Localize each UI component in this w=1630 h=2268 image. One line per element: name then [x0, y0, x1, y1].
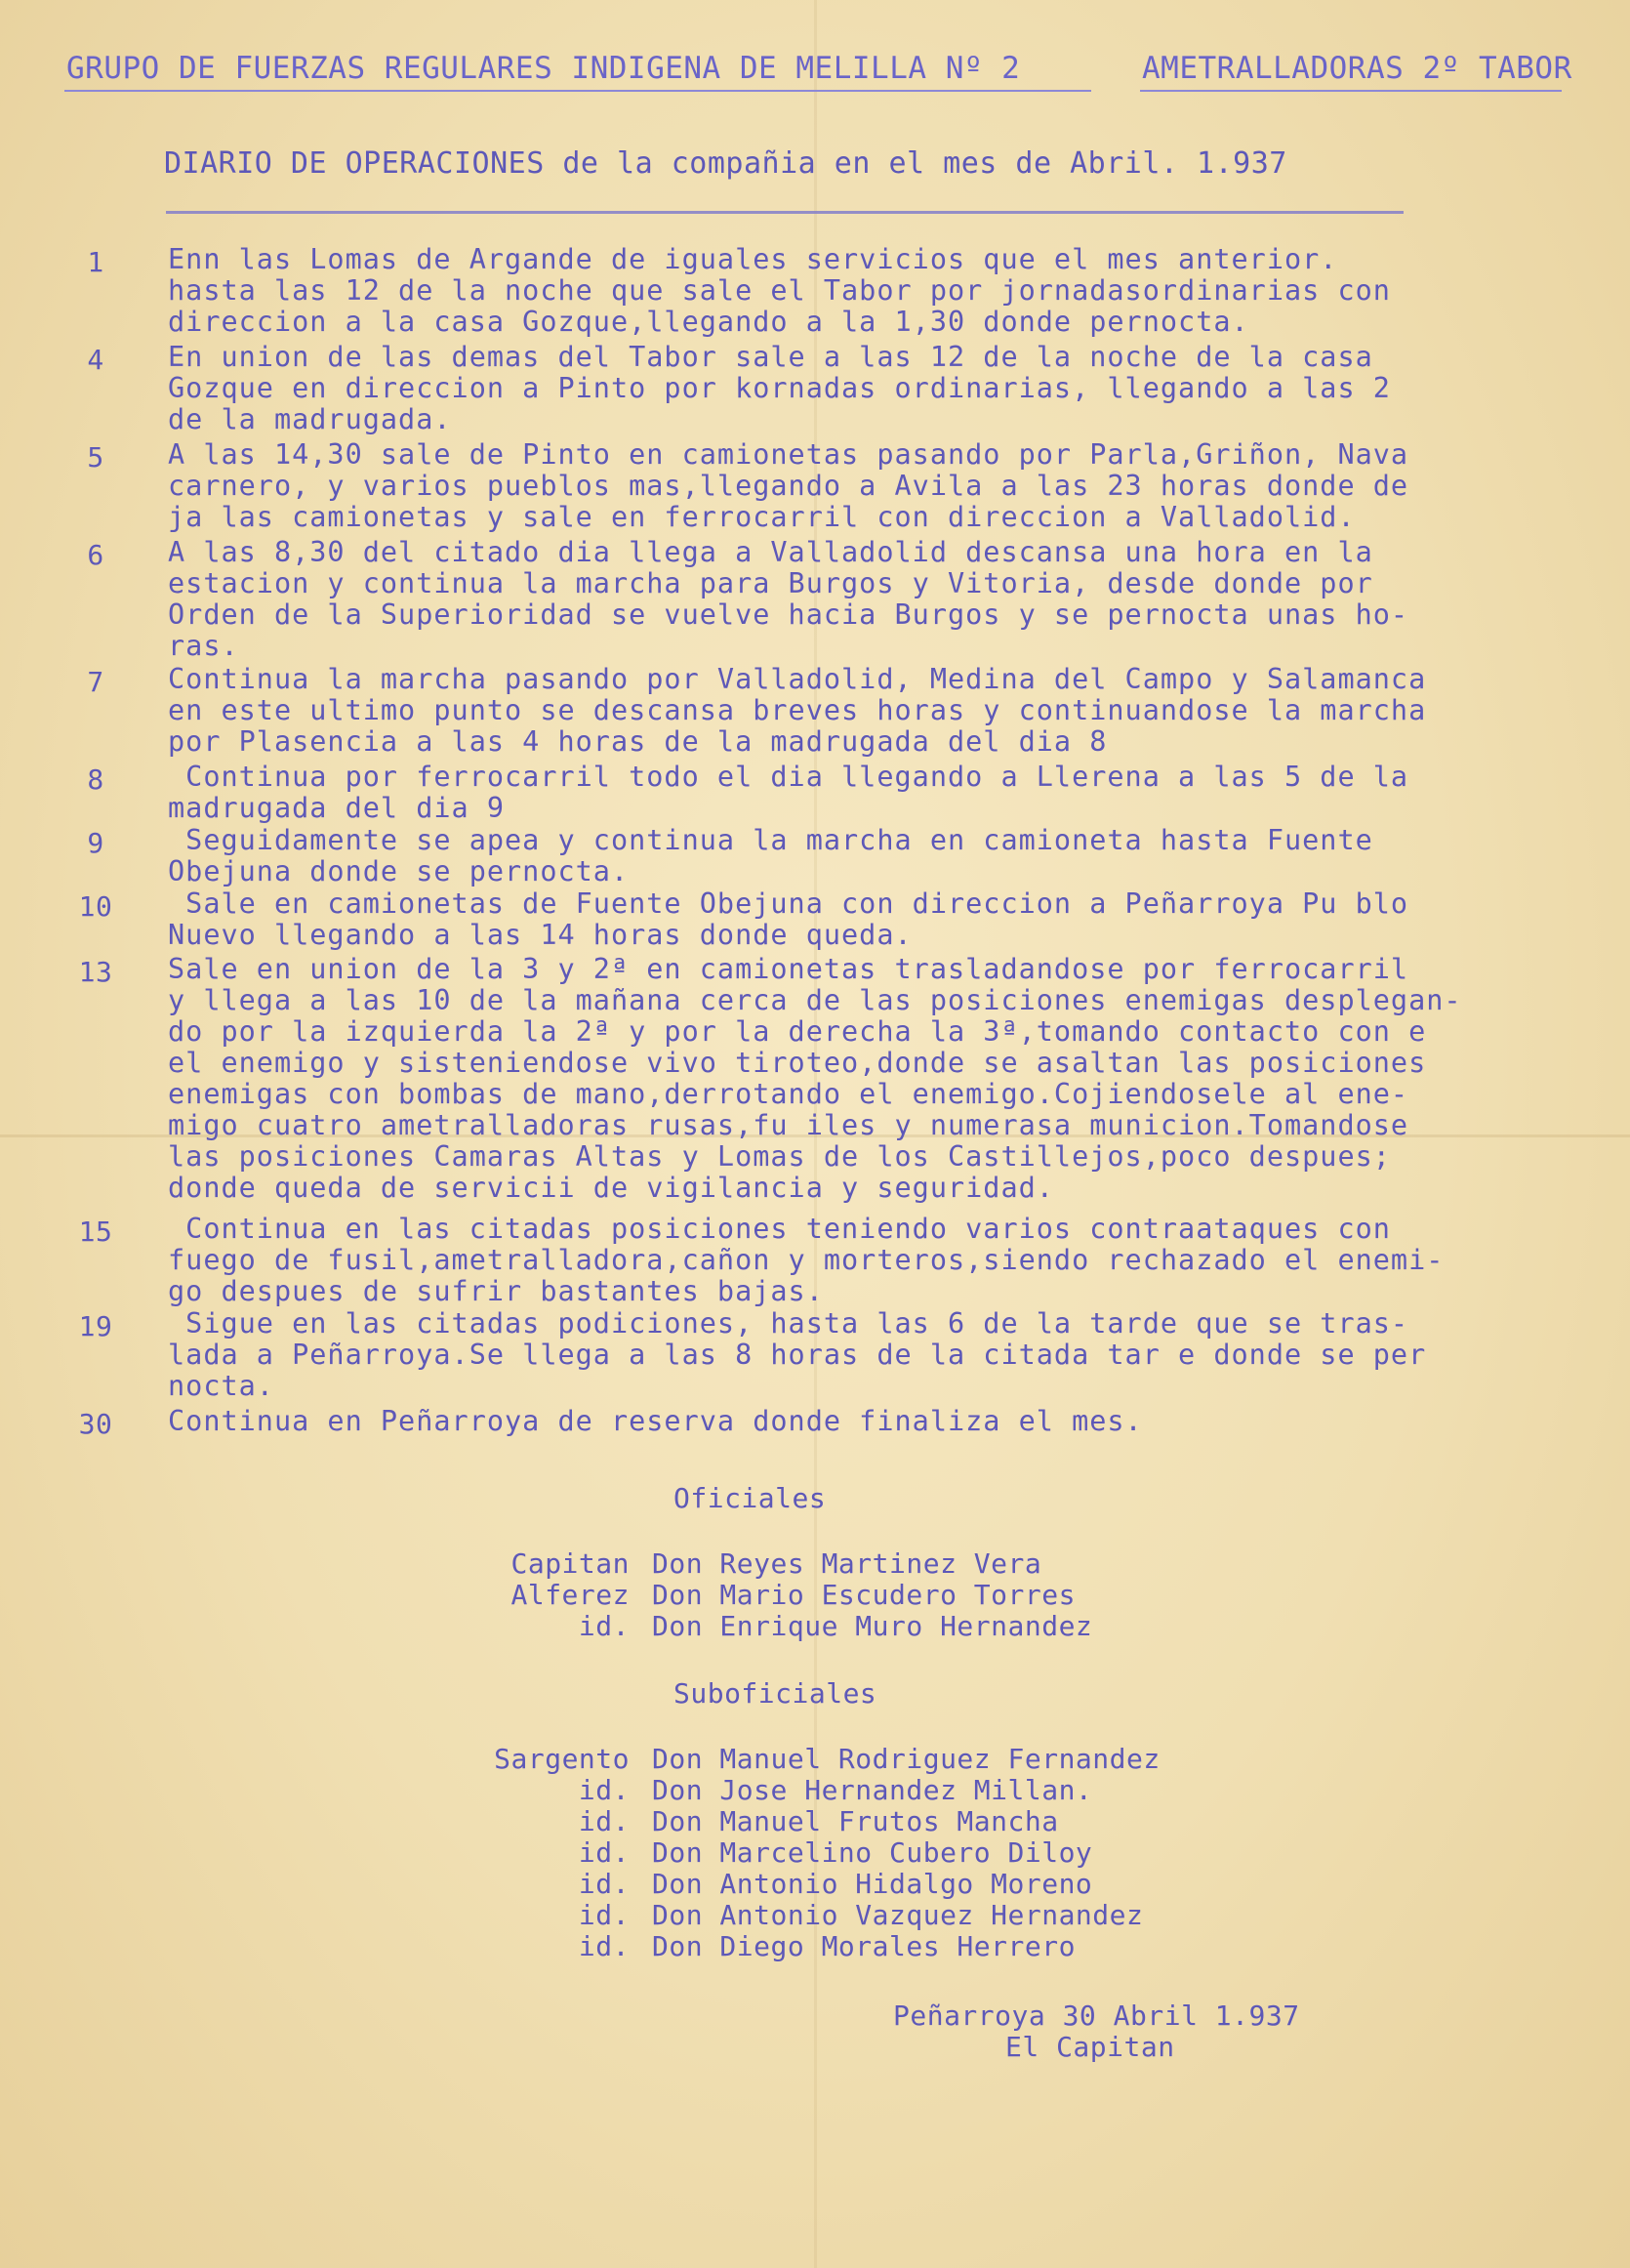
entry-line: Sale en camionetas de Fuente Obejuna con direccion a Peñarroya Pu blo: [168, 887, 1409, 920]
person-rank: id.: [578, 1836, 630, 1869]
entry-text: [168, 244, 1391, 338]
header-underline-left: [64, 90, 1091, 92]
entry-line: las posiciones Camaras Altas y Lomas de los Castillejos,poco despues;: [168, 1140, 1391, 1173]
entry-line: Nuevo llegando a las 14 horas donde queda.: [168, 919, 913, 951]
entry-day: 13: [78, 956, 113, 988]
entry-line: Enn las Lomas de Argande de iguales servicios que el mes anterior.: [168, 243, 1338, 275]
entry-line: Obejuna donde se pernocta.: [168, 855, 630, 887]
entry-line: go despues de sufrir bastantes bajas.: [168, 1275, 824, 1307]
entry-text: [168, 439, 1408, 533]
person-rank: id.: [578, 1899, 630, 1931]
entry-line: Seguidamente se apea y continua la marcha en camioneta hasta Fuente: [168, 824, 1373, 856]
person-rank: Alferez: [510, 1579, 630, 1611]
entry-line: En union de las demas del Tabor sale a las 12 de la noche de la casa: [168, 341, 1373, 373]
entry-line: donde queda de servicii de vigilancia y seguridad.: [168, 1172, 1054, 1204]
entry-line: carnero, y varios pueblos mas,llegando a Avila a las 23 horas donde de: [168, 470, 1409, 502]
entry-text: [168, 1308, 1426, 1402]
officers-heading: Oficiales: [673, 1482, 827, 1514]
person-rank: Capitan: [510, 1547, 630, 1580]
person-name: Don Manuel Rodriguez Fernandez: [652, 1743, 1161, 1775]
entry-text: [168, 954, 1462, 1204]
entry-day: 15: [78, 1216, 113, 1248]
entry-line: migo cuatro ametralladoras rusas,fu iles y numerasa municion.Tomandose: [168, 1109, 1409, 1141]
person-name: Don Marcelino Cubero Diloy: [652, 1836, 1093, 1869]
entry-day: 9: [87, 827, 104, 859]
header-underline-right: [1140, 90, 1562, 92]
entry-line: lada a Peñarroya.Se llega a las 8 horas de la citada tar e donde se per: [168, 1339, 1427, 1371]
entry-day: 4: [87, 344, 104, 376]
entry-day: 5: [87, 441, 104, 474]
entry-text: [168, 825, 1373, 887]
entry-text: [168, 537, 1408, 662]
person-rank: Sargento: [494, 1743, 630, 1775]
entry-text: [168, 664, 1426, 758]
person-name: Don Diego Morales Herrero: [652, 1930, 1076, 1962]
company-header: AMETRALLADORAS 2º TABOR: [1142, 51, 1572, 86]
title-rule: [166, 211, 1404, 214]
entry-line: Continua en las citadas posiciones teniendo varios contraataques con: [168, 1213, 1391, 1245]
entry-day: 19: [78, 1310, 113, 1342]
entry-line: Sale en union de la 3 y 2ª en camionetas trasladandose por ferrocarril: [168, 953, 1409, 985]
entry-line: Continua por ferrocarril todo el dia llegando a Llerena a las 5 de la: [168, 761, 1409, 793]
entry-line: A las 14,30 sale de Pinto en camionetas pasando por Parla,Griñon, Nava: [168, 438, 1409, 471]
entry-line: estacion y continua la marcha para Burgos y Vitoria, desde donde por: [168, 567, 1373, 599]
person-name: Don Antonio Vazquez Hernandez: [652, 1899, 1144, 1931]
entry-day: 10: [78, 890, 113, 923]
entry-line: A las 8,30 del citado dia llega a Valladolid descansa una hora en la: [168, 536, 1373, 568]
person-rank: id.: [578, 1868, 630, 1900]
person-name: Don Manuel Frutos Mancha: [652, 1805, 1059, 1837]
person-name: Don Mario Escudero Torres: [652, 1579, 1076, 1611]
entry-line: Continua en Peñarroya de reserva donde finaliza el mes.: [168, 1405, 1143, 1437]
entry-line: Sigue en las citadas podiciones, hasta las 6 de la tarde que se tras-: [168, 1307, 1409, 1340]
entry-day: 8: [87, 763, 104, 796]
entry-line: enemigas con bombas de mano,derrotando el enemigo.Cojiendosele al ene-: [168, 1078, 1409, 1110]
person-rank: id.: [578, 1805, 630, 1837]
entry-text: [168, 762, 1408, 824]
person-rank: id.: [578, 1774, 630, 1806]
nco-heading: Suboficiales: [673, 1677, 877, 1710]
entry-line: ja las camionetas y sale en ferrocarril con direccion a Valladolid.: [168, 501, 1356, 533]
entry-line: nocta.: [168, 1370, 274, 1402]
signature-role: El Capitan: [1005, 2031, 1175, 2063]
entry-line: Continua la marcha pasando por Valladolid, Medina del Campo y Salamanca: [168, 663, 1427, 695]
person-name: Don Antonio Hidalgo Moreno: [652, 1868, 1093, 1900]
entry-line: el enemigo y sisteniendose vivo tiroteo,donde se asaltan las posiciones: [168, 1047, 1427, 1079]
entry-line: Gozque en direccion a Pinto por kornadas ordinarias, llegando a las 2: [168, 372, 1391, 404]
entry-day: 6: [87, 539, 104, 571]
unit-header: GRUPO DE FUERZAS REGULARES INDIGENA DE MELILLA Nº 2: [66, 51, 1021, 86]
entry-text: [168, 888, 1408, 951]
person-name: Don Reyes Martinez Vera: [652, 1547, 1042, 1580]
person-name: Don Jose Hernandez Millan.: [652, 1774, 1093, 1806]
entry-line: hasta las 12 de la noche que sale el Tabor por jornadasordinarias con: [168, 274, 1391, 307]
entry-text: [168, 342, 1391, 435]
person-rank: id.: [578, 1930, 630, 1962]
entry-text: [168, 1406, 1143, 1437]
entry-day: 7: [87, 666, 104, 698]
entry-line: de la madrugada.: [168, 403, 452, 435]
entry-text: [168, 1214, 1444, 1307]
entry-line: ras.: [168, 630, 239, 662]
entry-line: do por la izquierda la 2ª y por la derecha la 3ª,tomando contacto con e: [168, 1015, 1427, 1048]
person-rank: id.: [578, 1610, 630, 1642]
document-title: DIARIO DE OPERACIONES de la compañia en el mes de Abril. 1.937: [164, 146, 1287, 181]
entry-line: por Plasencia a las 4 horas de la madrugada del dia 8: [168, 725, 1108, 758]
entry-line: en este ultimo punto se descansa breves horas y continuandose la marcha: [168, 694, 1427, 726]
entry-day: 30: [78, 1408, 113, 1440]
entry-line: Orden de la Superioridad se vuelve hacia Burgos y se pernocta unas ho-: [168, 598, 1409, 631]
signature-place-date: Peñarroya 30 Abril 1.937: [893, 2000, 1300, 2032]
entry-line: fuego de fusil,ametralladora,cañon y morteros,siendo rechazado el enemi-: [168, 1244, 1445, 1276]
entry-line: y llega a las 10 de la mañana cerca de las posiciones enemigas desplegan-: [168, 984, 1462, 1016]
entry-day: 1: [87, 246, 104, 278]
entry-line: direccion a la casa Gozque,llegando a la 1,30 donde pernocta.: [168, 306, 1249, 338]
person-name: Don Enrique Muro Hernandez: [652, 1610, 1093, 1642]
entry-line: madrugada del dia 9: [168, 792, 506, 824]
